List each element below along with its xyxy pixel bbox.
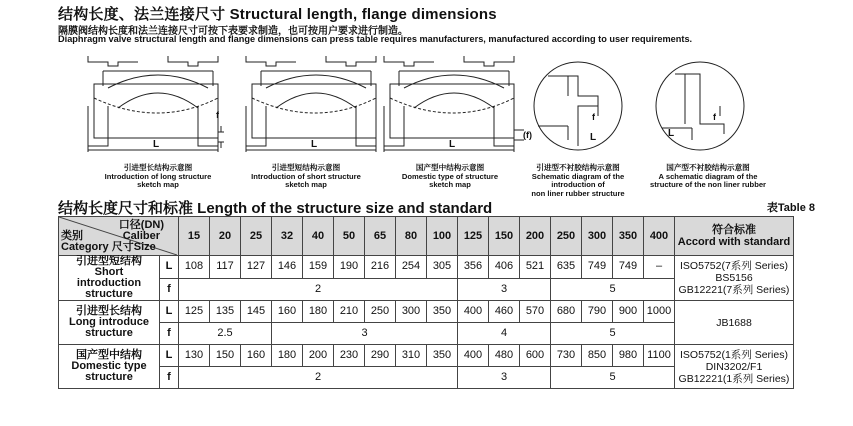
size-header: 200 [520,217,551,256]
standard-cell: JB1688 [675,301,794,345]
length-cell: 150 [210,345,241,367]
subtitle-cn: 隔膜阀结构长度和法兰连接尺寸可按下表要求制造，也可按用户要求进行制造。 [58,26,408,37]
length-cell: 350 [427,345,458,367]
category-cell: 引进型短结构 Short introduction structure [59,256,160,301]
length-cell: 216 [365,256,396,279]
length-cell: 180 [272,345,303,367]
size-header: 25 [241,217,272,256]
standard-cell: ISO5752(7系列 Series) BS5156 GB12221(7系列 Series) [675,256,794,301]
category-cell: 引进型长结构 Long introduce structure [59,301,160,345]
length-cell: 350 [427,301,458,323]
flange-cell: 4 [458,323,551,345]
length-cell: 117 [210,256,241,279]
length-cell: 310 [396,345,427,367]
length-cell: 305 [427,256,458,279]
label-f-1: f [216,110,219,120]
diagram-caption-1: 引进型长结构示意图 Introduction of long structure sketch map [104,163,212,189]
length-cell: 749 [613,256,644,279]
table-row [59,301,794,323]
diagram-caption-3: 国产型中结构示意图 Domestic type of structure sketch map [401,163,499,189]
length-cell: 730 [551,345,582,367]
flange-cell: 5 [551,367,675,389]
size-header: 65 [365,217,396,256]
size-header: 40 [303,217,334,256]
length-cell: 127 [241,256,272,279]
category-cell: 国产型中结构 Domestic type structure [59,345,160,389]
length-cell: 160 [241,345,272,367]
length-cell: 190 [334,256,365,279]
diagram-short-structure [246,56,376,152]
structure-length-table [58,216,794,389]
standard-cell: ISO5752(1系列 Series) DIN3202/F1 GB12221(1系列 Series) [675,345,794,389]
diagram-caption-5: 国产型不衬胶结构示意图 A schematic diagram of the structure of the non liner rubber [649,163,767,189]
length-cell: 130 [179,345,210,367]
length-cell: 680 [551,301,582,323]
row-symbol-L: L [160,301,179,323]
size-header: 80 [396,217,427,256]
flange-cell: 3 [272,323,458,345]
label-f-4: f [592,112,595,122]
flange-cell: 3 [458,367,551,389]
length-cell: 850 [582,345,613,367]
size-header: 350 [613,217,644,256]
flange-cell: 5 [551,323,675,345]
label-L-1: L [153,139,160,150]
label-L-4: L [590,132,597,143]
length-cell: 108 [179,256,210,279]
length-cell: 210 [334,301,365,323]
row-symbol-f: f [160,323,179,345]
length-cell: 145 [241,301,272,323]
diagram-caption-2: 引进型短结构示意图 Introduction of short structure sketch map [251,163,361,189]
row-symbol-f: f [160,278,179,301]
label-f-5: f [713,112,716,122]
length-cell: 159 [303,256,334,279]
flange-cell: 2 [179,278,458,301]
length-cell: 980 [613,345,644,367]
length-cell: 300 [396,301,427,323]
size-header: 50 [334,217,365,256]
length-cell: 290 [365,345,396,367]
size-header: 125 [458,217,489,256]
table-row [59,345,794,367]
length-cell: 600 [520,345,551,367]
length-cell: 460 [489,301,520,323]
length-cell: 635 [551,256,582,279]
length-cell: 749 [582,256,613,279]
row-symbol-f: f [160,367,179,389]
row-symbol-L: L [160,256,179,279]
table-header-row [59,217,794,256]
table-label: 表Table 8 [766,202,815,214]
length-cell: 900 [613,301,644,323]
diagram-caption-4: 引进型不衬胶结构示意图 Schematic diagram of the introduction of non liner rubber structure [531,163,625,198]
length-cell: 146 [272,256,303,279]
header-corner-cell: 口径(DN) Caliber 类别 Category 尺寸Size [59,217,179,256]
length-cell: 230 [334,345,365,367]
label-L-5: L [668,128,675,139]
length-cell: 406 [489,256,520,279]
flange-cell: 5 [551,278,675,301]
length-cell: – [644,256,675,279]
row-symbol-L: L [160,345,179,367]
size-header: 20 [210,217,241,256]
length-cell: 180 [303,301,334,323]
subtitle-en: Diaphragm valve structural length and flange dimensions can press table requires manufacturers, manufactured according to user requirements. [58,34,693,44]
length-cell: 160 [272,301,303,323]
label-L-3: L [449,139,456,150]
length-cell: 570 [520,301,551,323]
length-cell: 135 [210,301,241,323]
size-header: 32 [272,217,303,256]
length-cell: 400 [458,345,489,367]
size-header: 300 [582,217,613,256]
length-cell: 480 [489,345,520,367]
page-title: 结构长度、法兰连接尺寸 Structural length, flange dimensions [58,6,497,23]
length-cell: 200 [303,345,334,367]
length-cell: 521 [520,256,551,279]
length-cell: 250 [365,301,396,323]
table-title: 结构长度尺寸和标准 Length of the structure size and standard [58,200,493,217]
length-cell: 1100 [644,345,675,367]
length-cell: 1000 [644,301,675,323]
label-f-3: (f) [523,130,532,140]
diagram-strip [58,46,778,196]
size-header: 250 [551,217,582,256]
length-cell: 356 [458,256,489,279]
length-cell: 400 [458,301,489,323]
table-row [59,256,794,279]
label-L-2: L [311,139,318,150]
length-cell: 125 [179,301,210,323]
flange-cell: 3 [458,278,551,301]
length-cell: 254 [396,256,427,279]
size-header: 400 [644,217,675,256]
diagram-domestic-structure [384,56,524,152]
size-header: 150 [489,217,520,256]
size-header: 15 [179,217,210,256]
standard-header: 符合标准 Accord with standard [675,217,794,256]
size-header: 100 [427,217,458,256]
diagram-long-structure [88,56,224,152]
length-cell: 790 [582,301,613,323]
diagram-non-liner-intro [534,62,622,150]
flange-cell: 2.5 [179,323,272,345]
flange-cell: 2 [179,367,458,389]
